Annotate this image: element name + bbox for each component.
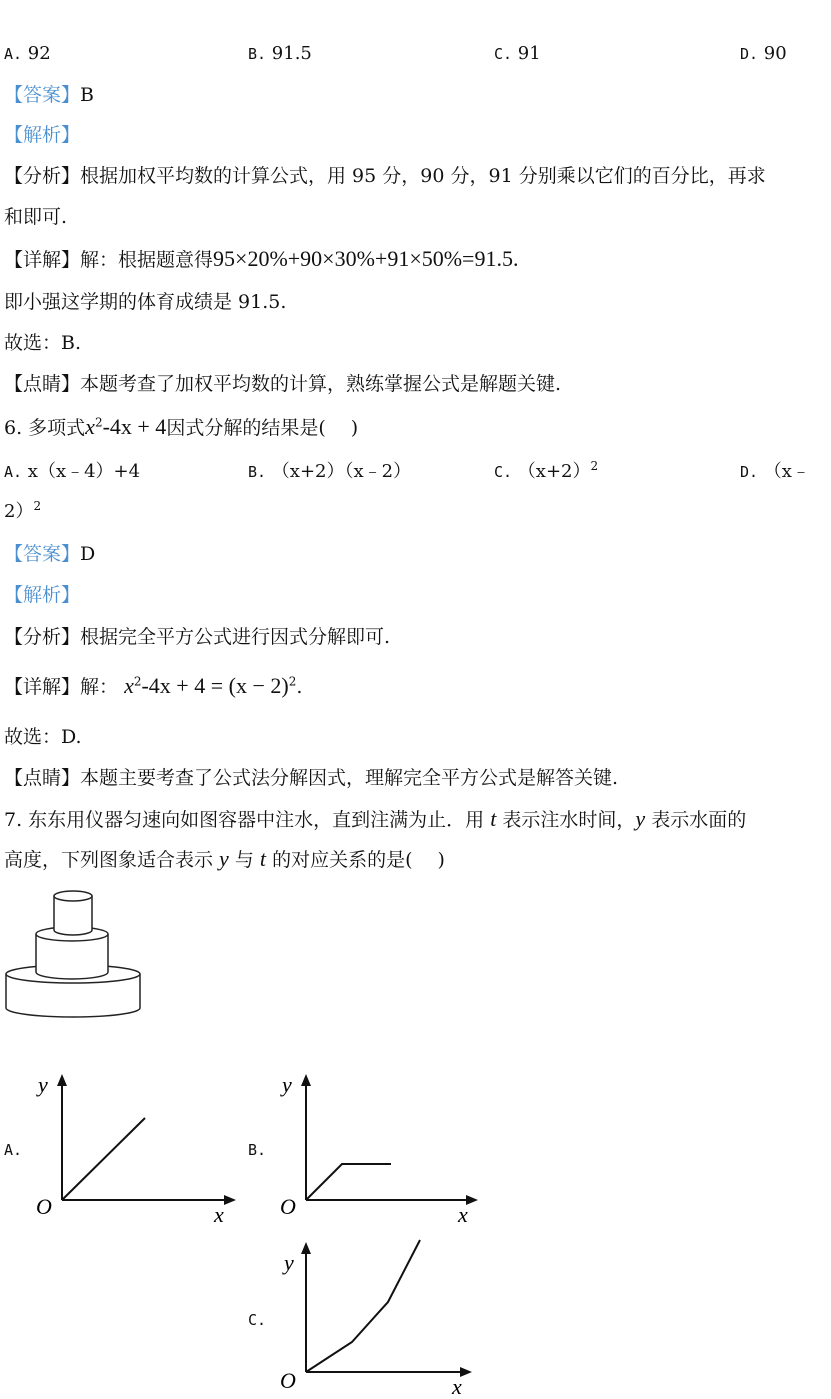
graph-b-letter: B.	[248, 1141, 267, 1159]
graph-c-origin: O	[280, 1368, 296, 1393]
q5-xiangjie: 【详解】解：根据题意得95×20%+90×30%+91×50%=91.5.	[4, 246, 519, 271]
graph-b-y-label: y	[282, 1072, 292, 1097]
graph-a-x-arrow	[224, 1195, 236, 1205]
graph-a	[30, 1070, 240, 1230]
graph-a-x-label: x	[214, 1202, 224, 1227]
q5-conclusion: 即小强这学期的体育成绩是 91.5.	[4, 291, 287, 313]
q6-xiangjie: 【详解】解： $x^2-4x + 4 = (x - 2)^2$.	[4, 673, 303, 698]
q6-option-d: D. （x﹣	[740, 461, 810, 482]
graph-c	[274, 1236, 484, 1399]
q6-stem: 6. 多项式$x^2-4x + 4$因式分解的结果是( )	[4, 414, 359, 439]
q5-choice: 故选：B.	[4, 332, 82, 354]
q6-answer: 【答案】D	[4, 543, 96, 565]
q6-option-c: C. $(x+2)^2$	[494, 459, 599, 482]
q6-dianjing: 【点睛】本题主要考查了公式法分解因式，理解完全平方公式是解答关键.	[4, 767, 619, 789]
q5-fenxi-cont: 和即可.	[4, 206, 68, 228]
graph-b-x-arrow	[466, 1195, 478, 1205]
q6-option-b: B. （x+2）（x﹣2）	[248, 461, 412, 482]
graph-a-origin: O	[36, 1194, 52, 1219]
graph-c-x-arrow	[460, 1367, 472, 1377]
q7-stem-line1: 7. 东东用仪器匀速向如图容器中注水，直到注满为止．用 t 表示注水时间，y 表示水面的	[4, 806, 747, 831]
q6-option-a: A. x（x﹣4）+4	[4, 461, 141, 482]
graph-a-y-label: y	[38, 1072, 48, 1097]
q6-option-d-cont: 2）$^2$	[4, 499, 42, 522]
q6-choice: 故选：D.	[4, 726, 82, 748]
graph-b-origin: O	[280, 1194, 296, 1219]
graph-b-x-label: x	[458, 1202, 468, 1227]
graph-b	[274, 1070, 484, 1230]
graph-c-line	[306, 1240, 420, 1372]
q5-option-b: B. 91.5	[248, 43, 312, 64]
graph-b-y-arrow	[301, 1074, 311, 1086]
graph-c-x-label: x	[452, 1374, 462, 1399]
q6-analysis-tag: 【解析】	[4, 584, 81, 606]
q6-fenxi: 【分析】根据完全平方公式进行因式分解即可.	[4, 626, 391, 648]
graph-b-line	[306, 1164, 391, 1200]
graph-a-line	[62, 1118, 145, 1200]
graph-c-y-label: y	[284, 1250, 294, 1275]
q5-option-a: A. 92	[4, 43, 51, 64]
graph-c-letter: C.	[248, 1311, 267, 1329]
q5-fenxi: 【分析】根据加权平均数的计算公式，用 95 分，90 分，91 分别乘以它们的百分比，再求	[4, 165, 766, 187]
graph-a-y-arrow	[57, 1074, 67, 1086]
graph-c-y-arrow	[301, 1242, 311, 1254]
q5-analysis-tag: 【解析】	[4, 124, 81, 146]
q5-answer: 【答案】B	[4, 84, 94, 106]
graph-a-letter: A.	[4, 1141, 23, 1159]
q5-option-d: D. 90	[740, 43, 787, 64]
q5-option-c: C. 91	[494, 43, 541, 64]
container-figure	[0, 880, 150, 1030]
q7-stem-line2: 高度，下列图象适合表示 y 与 t 的对应关系的是( )	[4, 846, 445, 871]
q5-dianjing: 【点睛】本题考查了加权平均数的计算，熟练掌握公式是解题关键.	[4, 373, 562, 395]
